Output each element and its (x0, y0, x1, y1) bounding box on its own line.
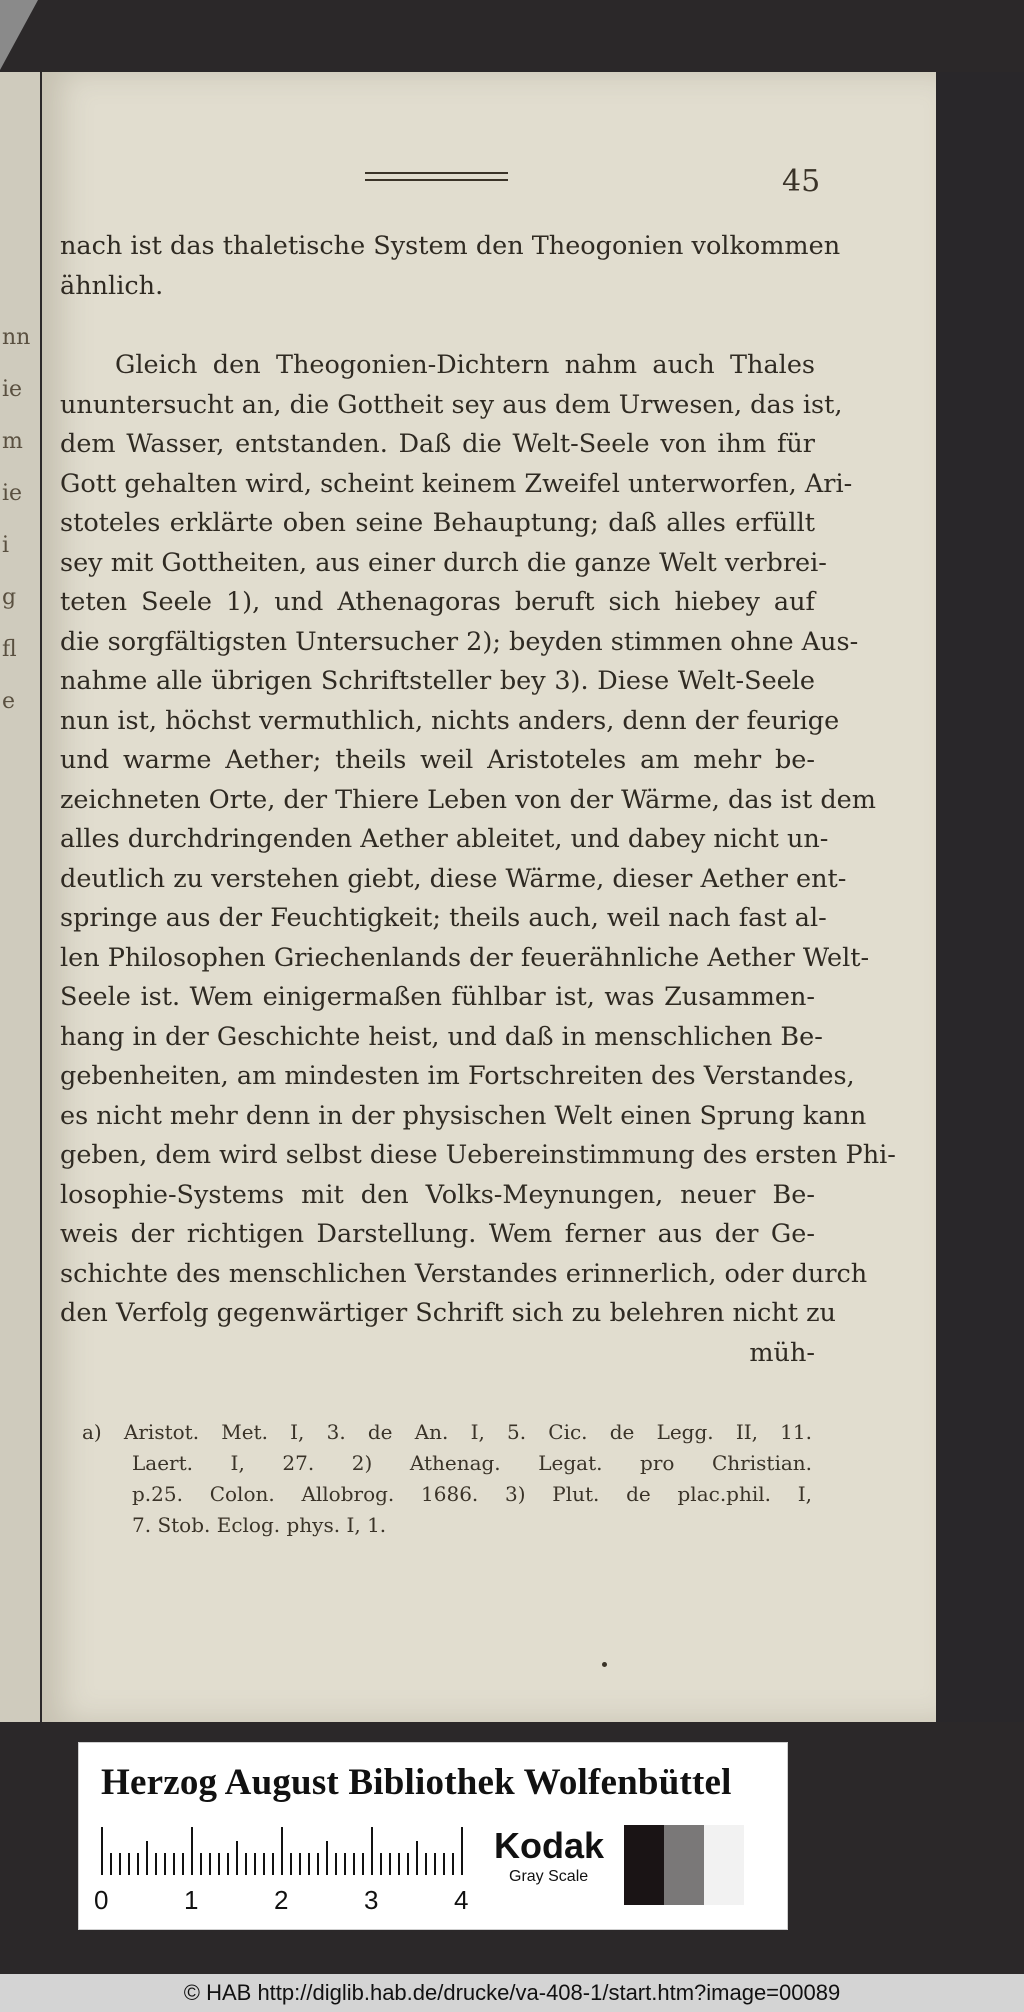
fragment: ie (2, 481, 23, 506)
text-line: Seele ist. Wem einigermaßen fühlbar ist, was Zusammen- (60, 982, 815, 1012)
text-line: dem Wasser, entstanden. Daß die Welt-Seele von ihm für (60, 429, 815, 459)
text-line: es nicht mehr denn in der physischen Welt einen Sprung kann (60, 1100, 867, 1131)
text-line: und warme Aether; theils weil Aristoteles am mehr be- (60, 745, 815, 775)
measurement-ruler (101, 1827, 541, 1875)
library-name: Herzog August Bibliothek Wolfenbüttel (101, 1762, 732, 1803)
text-line: springe aus der Feuchtigkeit; theils auch, weil nach fast al- (60, 903, 827, 933)
text-line: weis der richtigen Darstellung. Wem ferner aus der Ge- (60, 1219, 815, 1249)
footnote-line: a) Aristot. Met. I, 3. de An. I, 5. Cic. de Legg. II, 11. (82, 1420, 812, 1444)
header-rule (365, 172, 508, 181)
text-line: alles durchdringenden Aether ableitet, und dabey nicht un- (60, 824, 829, 854)
text-line: teten Seele 1), und Athenagoras beruft sich hiebey auf (60, 587, 815, 617)
text-line: ähnlich. (60, 270, 164, 301)
text-line: den Verfolg gegenwärtiger Schrift sich zu belehren nicht zu (60, 1298, 836, 1328)
fragment: ie (2, 377, 23, 402)
text-line: zeichneten Orte, der Thiere Leben von der Wärme, das ist dem (60, 784, 876, 815)
text-line: len Philosophen Griechenlands der feuerähnliche Aether Welt- (60, 942, 870, 973)
gray-scale-label: Gray Scale (509, 1868, 589, 1885)
text-line: hang in der Geschichte heist, und daß in menschlichen Be- (60, 1021, 823, 1052)
ink-speck (602, 1662, 607, 1667)
text-line: nun ist, höchst vermuthlich, nichts anders, denn der feurige (60, 705, 840, 736)
fragment: i (2, 533, 10, 558)
fragment: nn (2, 325, 31, 350)
previous-page-edge (0, 72, 40, 1722)
ruler-number: 4 (454, 1885, 469, 1915)
book-page (42, 72, 936, 1722)
text-line: geben, dem wird selbst diese Uebereinstimmung des ersten Phi- (60, 1140, 896, 1170)
body-text (60, 227, 896, 1373)
text-line: stoteles erklärte oben seine Behauptung; daß alles erfüllt (60, 508, 815, 538)
footnote-line: 7. Stob. Eclog. phys. I, 1. (132, 1513, 387, 1537)
ruler-number: 2 (274, 1885, 289, 1915)
text-line: deutlich zu verstehen giebt, diese Wärme, dieser Aether ent- (60, 863, 847, 894)
text-line: ununtersucht an, die Gottheit sey aus dem Urwesen, das ist, (60, 389, 843, 420)
text-line: schichte des menschlichen Verstandes erinnerlich, oder durch (60, 1258, 868, 1289)
text-line: sey mit Gottheiten, aus einer durch die ganze Welt verbrei- (60, 547, 827, 578)
copyright-footer: © HAB http://diglib.hab.de/drucke/va-408-1/start.htm?image=00089 (0, 1974, 1024, 2012)
text-line: Gleich den Theogonien-Dichtern nahm auch Thales (115, 350, 815, 380)
footnote-line: p.25. Colon. Allobrog. 1686. 3) Plut. de plac.phil. I, (132, 1482, 812, 1506)
ruler-numbers (94, 1885, 564, 1915)
catchword: müh- (749, 1337, 815, 1368)
page-number: 45 (782, 164, 821, 199)
previous-page-fragments (2, 312, 36, 728)
scan-background-edge (936, 72, 1024, 1722)
text-line: die sorgfältigsten Untersucher 2); beyden stimmen ohne Aus- (60, 626, 859, 657)
kodak-logo: Kodak (494, 1825, 605, 1866)
gray-swatch-white (704, 1825, 744, 1905)
footnote-line: Laert. I, 27. 2) Athenag. Legat. pro Christian. (132, 1451, 812, 1475)
gray-swatch-mid (664, 1825, 704, 1905)
text-line: Gott gehalten wird, scheint keinem Zweifel unterworfen, Ari- (60, 468, 853, 499)
text-line: losophie-Systems mit den Volks-Meynungen, neuer Be- (60, 1179, 815, 1210)
footnotes (82, 1417, 812, 1541)
gray-swatch-black (624, 1825, 664, 1905)
ruler-number: 1 (184, 1885, 199, 1915)
fragment: m (2, 429, 23, 454)
text-line: nach ist das thaletische System den Theogonien volkommen (60, 231, 841, 261)
page-corner (0, 0, 38, 70)
fragment: e (2, 689, 16, 714)
ruler-number: 3 (364, 1885, 379, 1915)
text-line: nahme alle übrigen Schriftsteller bey 3). Diese Welt-Seele (60, 666, 815, 696)
text-line: gebenheiten, am mindesten im Fortschreiten des Verstandes, (60, 1061, 855, 1091)
fragment: fl (2, 637, 17, 662)
fragment: g (2, 585, 17, 610)
color-target-card (78, 1742, 788, 1930)
ruler-number: 0 (94, 1885, 109, 1915)
